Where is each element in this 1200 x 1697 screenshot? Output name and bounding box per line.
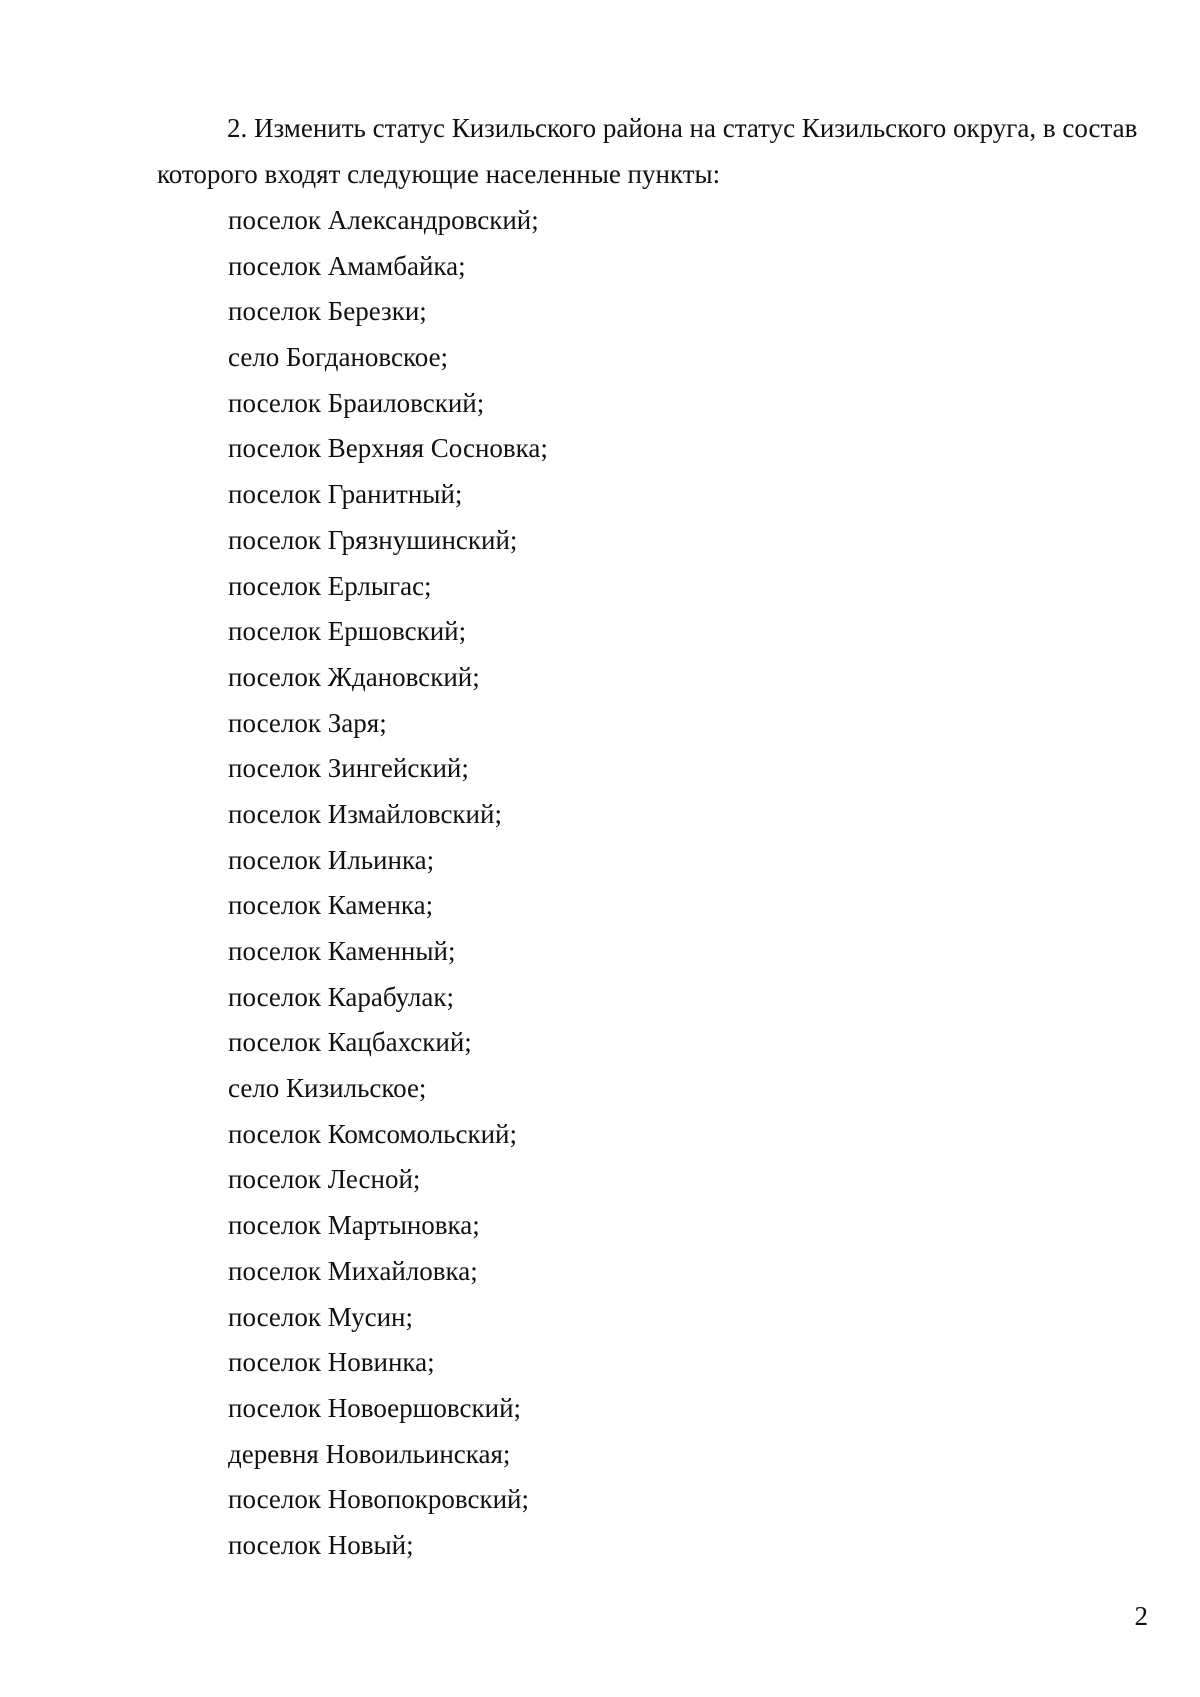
list-item: поселок Браиловский; [228,387,485,418]
list-item: поселок Михайловка; [228,1255,478,1286]
list-item: поселок Комсомольский; [228,1118,517,1149]
list-item: поселок Мусин; [228,1301,413,1332]
list-item: поселок Лесной; [228,1164,421,1195]
intro-paragraph-line-2: которого входят следующие населенные пункты: [157,159,721,189]
list-item: поселок Березки; [228,296,427,327]
intro-paragraph-line-1: 2. Изменить статус Кизильского района на статус Кизильского округа, в состав [227,113,1138,143]
list-item: поселок Заря; [228,707,387,738]
page-number: 2 [1134,1601,1148,1631]
list-item: село Кизильское; [228,1073,427,1104]
list-item: поселок Амамбайка; [228,250,466,281]
list-item: поселок Каменка; [228,890,434,921]
list-item: поселок Карабулак; [228,981,454,1012]
list-item: поселок Новоершовский; [228,1392,522,1423]
list-item: поселок Ильинка; [228,844,435,875]
list-item: поселок Гранитный; [228,479,463,510]
list-item: поселок Измайловский; [228,798,502,829]
list-item: поселок Мартыновка; [228,1210,480,1241]
list-item: поселок Новинка; [228,1347,435,1378]
list-item: поселок Ерлыгас; [228,570,432,601]
list-item: поселок Александровский; [228,205,539,235]
list-item: поселок Зингейский; [228,753,469,784]
list-item: поселок Каменный; [228,936,456,966]
list-item: поселок Новый; [228,1529,414,1560]
list-item: поселок Новопокровский; [228,1484,529,1515]
settlement-list [228,204,548,1575]
list-item: поселок Ждановский; [228,661,480,692]
list-item: поселок Верхняя Сосновка; [228,433,548,464]
list-item: поселок Ершовский; [228,616,467,647]
list-item: деревня Новоильинская; [228,1438,511,1469]
list-item: поселок Кацбахский; [228,1027,472,1058]
list-item: поселок Грязнушинский; [228,524,518,555]
list-item: село Богдановское; [228,342,449,373]
